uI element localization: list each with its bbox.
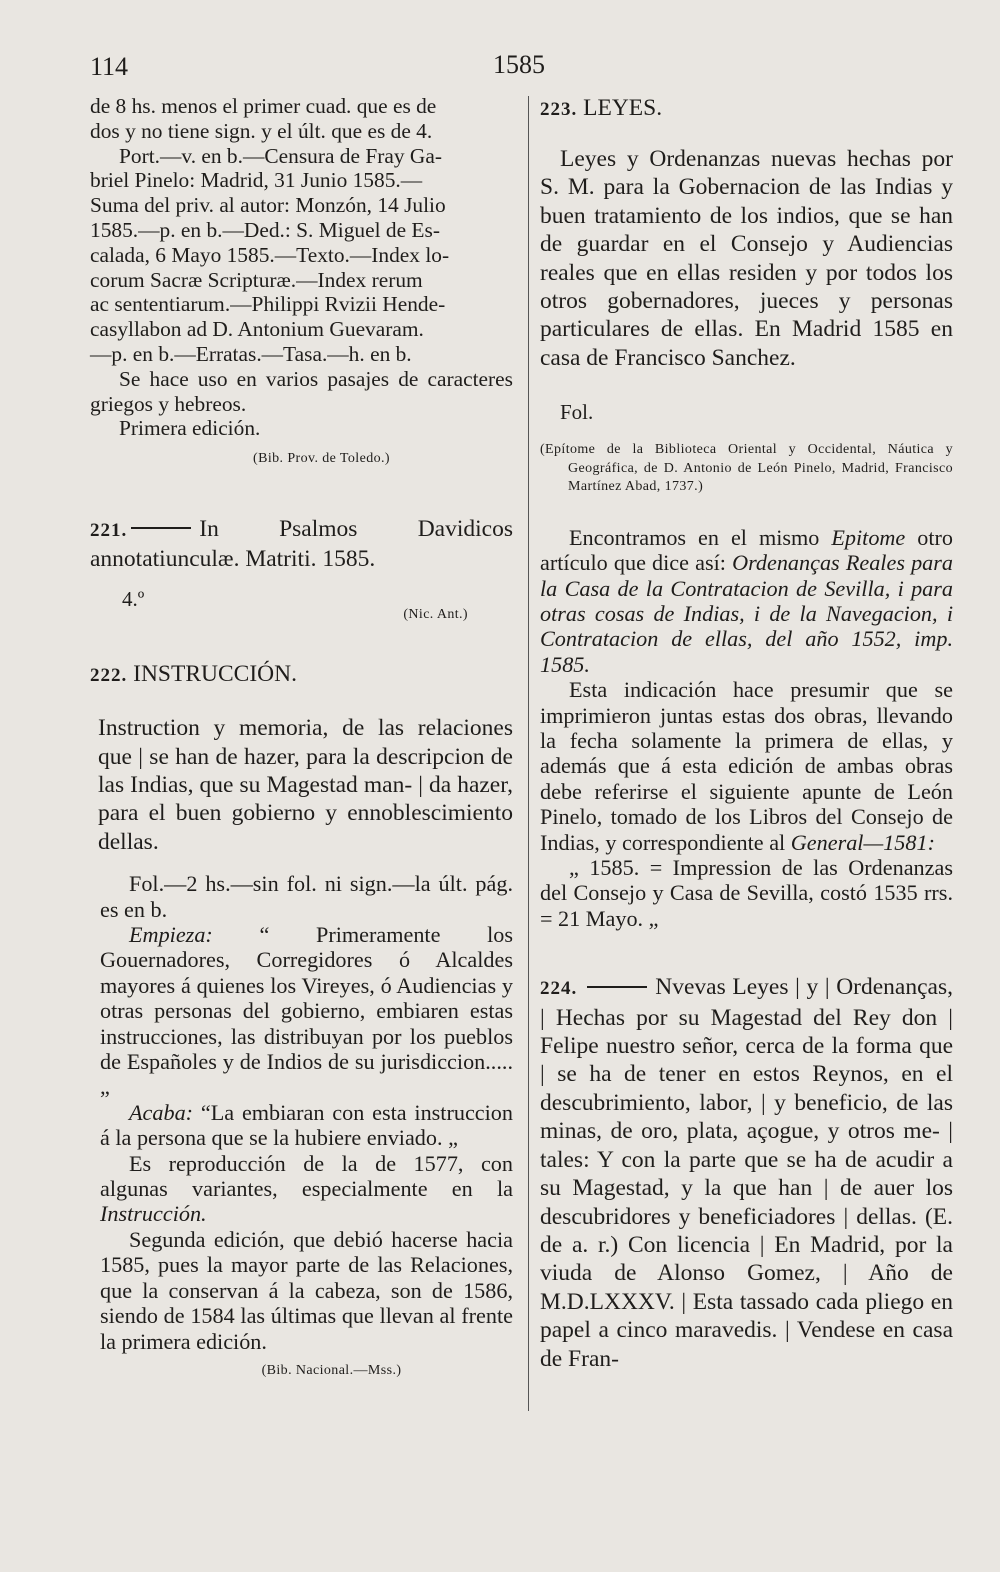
entry-number: 223.	[540, 99, 578, 120]
impression-quote: „ 1585. = Impression de las Ordenanzas del Consejo y Casa de Sevilla, costó 1535 rrs. = 21 Mayo. „	[540, 855, 953, 931]
entry-title: Nvevas Leyes | y | Ordenanças, | Hechas por su Magestad del Rey don | Felipe nuestro señor, cerca de la forma que | se ha de tener en estos Reynos, en el descubrimiento, labor, | y beneficio, de las minas, de oro, plata, açogue, y otros me- | tales: Y con la parte que se ha de acudir a su Magestad, y la que han | de auer los descubridores y beneficiadores | dellas. (E. de a. r.) Con licencia | En Madrid, por la viuda de Alonso Gomez, | Año de M.D.LXXXV. | Esta tassado cada pliego en papel a cinco maravedis. | Vendese en casa de Fran-	[540, 974, 953, 1372]
empieza-label: Empieza:	[129, 922, 213, 947]
entry-heading: LEYES.	[583, 95, 663, 121]
text-line: corum Sacræ Scripturæ.—Index rerum	[90, 267, 423, 292]
entry-223	[540, 94, 953, 931]
entry-title: Leyes y Ordenanzas nuevas hechas por S. M. para la Gobernacion de las Indias y buen tratamiento de los indios, que se han de guardar en el Consejo y Audiencias reales que en ellas residen y por todos los otros gobernadores, jueces y personas particulares de ellas. En Madrid 1585 en casa de Francisco Sanchez.	[540, 146, 953, 371]
entry-number: 224.	[540, 978, 578, 1000]
reproduction-note	[100, 1151, 513, 1227]
indicacion-paragraph	[540, 677, 953, 855]
greek-note: Se hace uso en varios pasajes de caracteres griegos y hebreos.	[90, 366, 513, 416]
epitome-paragraph	[540, 525, 953, 677]
text-line: de 8 hs. menos el primer cuad. que es de	[90, 94, 437, 118]
entry-description: Fol.—2 hs.—sin fol. ni sign.—la últ. pág. es en b.	[100, 871, 513, 922]
text-span: Esta indicación hace presumir que se imprimieron juntas estas dos obras, llevando la fecha solamente la primera de ellas, y además que á esta edición de ambas obras debe referirse el siguiente apunte de León Pinelo, tomado de los Libros del Consejo de Indias, y correspondiente al	[540, 677, 953, 855]
text-line: Port.—v. en b.—Censura de Fray Ga-	[119, 143, 442, 168]
entry-number: 222.	[90, 665, 128, 687]
empieza-text: “ Primeramente los Gouernadores, Corregidores ó Alcaldes mayores á quienes los Vireyes, ó Audiencias y otras personas del gobierno, embiaren estas instrucciones, las distribuyan por los pueblos de Españoles y de Indios de su jurisdiccion..... „	[100, 922, 513, 1100]
text-span: otro artículo que dice así:	[540, 524, 954, 576]
acaba-paragraph	[100, 1100, 513, 1151]
entry-source: (Epítome de la Biblioteca Oriental y Occidental, Náutica y Geográfica, de D. Antonio de León Pinelo, Madrid, Francisco Martínez Abad, 1737.)	[540, 442, 953, 495]
italic-span: Ordenanças Reales para la Casa de la Contratacion de Sevilla, i para otras cosas de Indias, i de la Navegacion, i Contratacion de ellas, del año 1552, imp. 1585.	[540, 550, 953, 677]
entry-format: 4.º	[122, 586, 145, 611]
first-edition-note: Primera edición.	[119, 416, 261, 441]
acaba-text: “La embiaran con esta instruccion á la persona que se la hubiere enviado. „	[100, 1099, 513, 1151]
text-line: ac sententiarum.—Philippi Rvizii Hende-	[90, 292, 446, 317]
running-head-year: 1585	[493, 50, 545, 79]
repro-italic: Instrucción.	[100, 1201, 207, 1227]
text-line: casyllabon ad D. Antonium Guevaram.	[90, 317, 424, 342]
entry-number: 221.	[90, 519, 128, 541]
italic-span: Epitome	[831, 524, 906, 550]
entry-222	[90, 660, 513, 1380]
ditto-dash	[131, 527, 191, 529]
text-line: —p. en b.—Erratas.—Tasa.—h. en b.	[90, 341, 412, 366]
entry-heading: INSTRUCCIÓN.	[133, 661, 297, 688]
entry-224	[540, 973, 953, 1373]
entry-221	[90, 515, 513, 625]
text-line: calada, 6 Mayo 1585.—Texto.—Index lo-	[90, 242, 450, 267]
page-number: 114	[90, 52, 129, 81]
text-line: dos y no tiene sign. y el últ. que es de 4.	[90, 118, 433, 143]
text-line: 1585.—p. en b.—Ded.: S. Miguel de Es-	[90, 217, 440, 242]
acaba-label: Acaba:	[129, 1099, 194, 1125]
empieza-paragraph	[100, 922, 513, 1100]
source-toledo: (Bib. Prov. de Toledo.)	[253, 451, 390, 467]
entry-title: In Psalmos Davidicos annotatiunculæ. Matriti. 1585.	[90, 515, 513, 572]
entry-title: Instruction y memoria, de las relaciones que | se han de hazer, para la descripcion de las Indias, que su Magestad man- | da hazer, para el buen gobierno y ennoblescimiento dellas.	[98, 715, 513, 855]
column-rule	[528, 96, 529, 1411]
text-line: briel Pinelo: Madrid, 31 Junio 1585.—	[90, 168, 423, 193]
ditto-dash	[587, 986, 647, 988]
repro-text: Es reproducción de la de 1577, con algunas variantes, especialmente en la	[100, 1150, 513, 1202]
segunda-edicion-note: Segunda edición, que debió hacerse hacia 1585, pues la mayor parte de las Relaciones, que la conservan á la cabeza, son de 1586, siendo de 1584 las últimas que llevan al frente la primera edición.	[100, 1226, 513, 1354]
text-span: Encontramos en el mismo	[569, 524, 820, 550]
entry-format: Fol.	[560, 400, 594, 425]
italic-span: General—1581:	[790, 829, 935, 855]
entry-220-continuation	[90, 94, 513, 441]
left-column	[90, 94, 513, 1380]
entry-source: (Bib. Nacional.—Mss.)	[261, 1362, 402, 1378]
text-line: Suma del priv. al autor: Monzón, 14 Julio	[90, 193, 446, 218]
entry-source: (Nic. Ant.)	[403, 606, 468, 622]
right-column	[540, 94, 953, 1373]
